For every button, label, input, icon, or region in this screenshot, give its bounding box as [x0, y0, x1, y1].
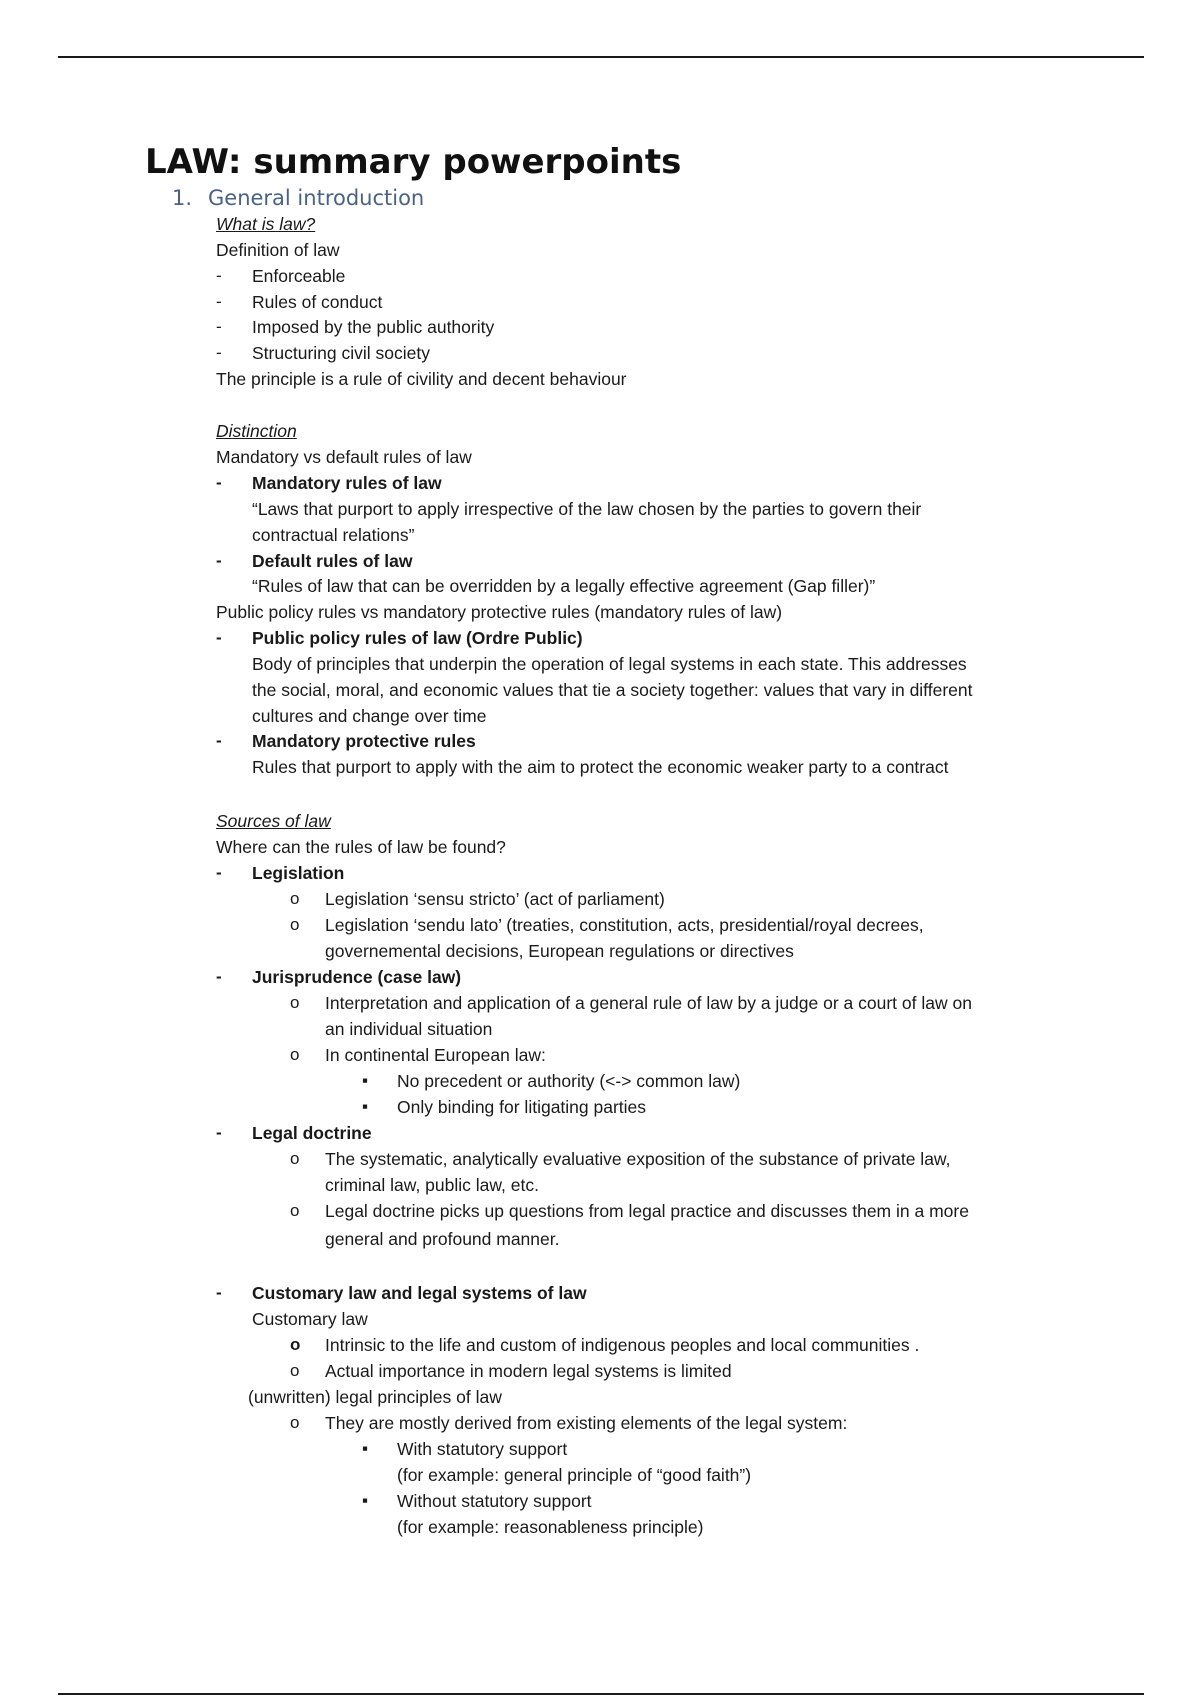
customary-item: Intrinsic to the life and custom of indigenous peoples and local communities . [325, 1335, 920, 1355]
protective-rules-title: Mandatory protective rules [252, 731, 476, 751]
circle-bullet: o [290, 1413, 300, 1432]
dash-bullet: - [216, 1283, 222, 1302]
customary-example: (for example: reasonableness principle) [397, 1517, 704, 1537]
circle-bullet: o [290, 1335, 301, 1354]
subheading-sources: Sources of law [216, 811, 331, 831]
public-policy-title: Public policy rules of law (Ordre Public) [252, 628, 583, 648]
mandatory-rules-title: Mandatory rules of law [252, 473, 442, 493]
footer-rule [58, 1693, 1144, 1695]
jurisprudence-item: In continental European law: [325, 1045, 546, 1065]
dash-bullet: - [216, 1123, 222, 1142]
dash-bullet: - [216, 292, 222, 311]
customary-item: They are mostly derived from existing elements of the legal system: [325, 1413, 848, 1433]
customary-subheading: Customary law [252, 1309, 368, 1329]
customary-subitem: Without statutory support [397, 1491, 592, 1511]
doctrine-item: general and profound manner. [325, 1229, 560, 1249]
principle-text: The principle is a rule of civility and decent behaviour [216, 369, 627, 389]
dash-bullet: - [216, 551, 222, 570]
dash-bullet: - [216, 967, 222, 986]
circle-bullet: o [290, 1201, 300, 1220]
jurisprudence-subitem: Only binding for litigating parties [397, 1097, 647, 1117]
doctrine-item: The systematic, analytically evaluative exposition of the substance of private law, [325, 1149, 951, 1169]
distinction-line: Public policy rules vs mandatory protective rules (mandatory rules of law) [216, 602, 783, 622]
dash-bullet: - [216, 473, 222, 492]
legislation-item: Legislation ‘sendu lato’ (treaties, constitution, acts, presidential/royal decrees, [325, 915, 924, 935]
jurisprudence-subitem: No precedent or authority (<-> common law) [397, 1071, 741, 1091]
circle-bullet: o [290, 1361, 300, 1380]
dash-bullet: - [216, 343, 222, 362]
subheading-distinction: Distinction [216, 421, 297, 441]
section-number: 1. [172, 186, 193, 210]
dash-bullet: - [216, 863, 222, 882]
circle-bullet: o [290, 1045, 300, 1064]
sources-intro: Where can the rules of law be found? [216, 837, 506, 857]
doctrine-item: Legal doctrine picks up questions from legal practice and discusses them in a more [325, 1201, 969, 1221]
subheading-what-is-law: What is law? [216, 214, 316, 234]
dash-bullet: - [216, 266, 222, 285]
customary-example: (for example: general principle of “good faith”) [397, 1465, 752, 1485]
mandatory-rules-text: contractual relations” [252, 525, 415, 545]
definition-item: Rules of conduct [252, 292, 383, 312]
definition-item: Imposed by the public authority [252, 317, 495, 337]
square-bullet: ▪ [362, 1071, 369, 1090]
square-bullet: ▪ [362, 1097, 369, 1116]
circle-bullet: o [290, 993, 300, 1012]
public-policy-text: cultures and change over time [252, 706, 487, 726]
dash-bullet: - [216, 628, 222, 647]
legislation-item: Legislation ‘sensu stricto’ (act of parliament) [325, 889, 665, 909]
jurisprudence-item: an individual situation [325, 1019, 493, 1039]
circle-bullet: o [290, 889, 300, 908]
doctrine-title: Legal doctrine [252, 1123, 372, 1143]
legislation-item: governemental decisions, European regulations or directives [325, 941, 794, 961]
default-rules-text: “Rules of law that can be overridden by a legally effective agreement (Gap filler)” [252, 576, 876, 596]
unwritten-principles: (unwritten) legal principles of law [248, 1387, 502, 1407]
square-bullet: ▪ [362, 1491, 369, 1510]
dash-bullet: - [216, 731, 222, 750]
customary-title: Customary law and legal systems of law [252, 1283, 587, 1303]
public-policy-text: the social, moral, and economic values that tie a society together: values that vary in different [252, 680, 973, 700]
customary-subitem: With statutory support [397, 1439, 568, 1459]
definition-intro: Definition of law [216, 240, 340, 260]
circle-bullet: o [290, 1149, 300, 1168]
doctrine-item: criminal law, public law, etc. [325, 1175, 539, 1195]
jurisprudence-item: Interpretation and application of a general rule of law by a judge or a court of law on [325, 993, 972, 1013]
definition-item: Structuring civil society [252, 343, 430, 363]
legislation-title: Legislation [252, 863, 345, 883]
dash-bullet: - [216, 317, 222, 336]
customary-item: Actual importance in modern legal systems is limited [325, 1361, 732, 1381]
document-title: LAW: summary powerpoints [145, 142, 682, 182]
section-heading [172, 185, 424, 211]
distinction-line: Mandatory vs default rules of law [216, 447, 472, 467]
jurisprudence-title: Jurisprudence (case law) [252, 967, 462, 987]
protective-rules-text: Rules that purport to apply with the aim to protect the economic weaker party to a contract [252, 757, 949, 777]
square-bullet: ▪ [362, 1439, 369, 1458]
header-rule [58, 56, 1144, 58]
public-policy-text: Body of principles that underpin the operation of legal systems in each state. This addresses [252, 654, 967, 674]
default-rules-title: Default rules of law [252, 551, 413, 571]
definition-item: Enforceable [252, 266, 346, 286]
section-title: General introduction [208, 186, 425, 210]
mandatory-rules-text: “Laws that purport to apply irrespective of the law chosen by the parties to govern their [252, 499, 922, 519]
circle-bullet: o [290, 915, 300, 934]
